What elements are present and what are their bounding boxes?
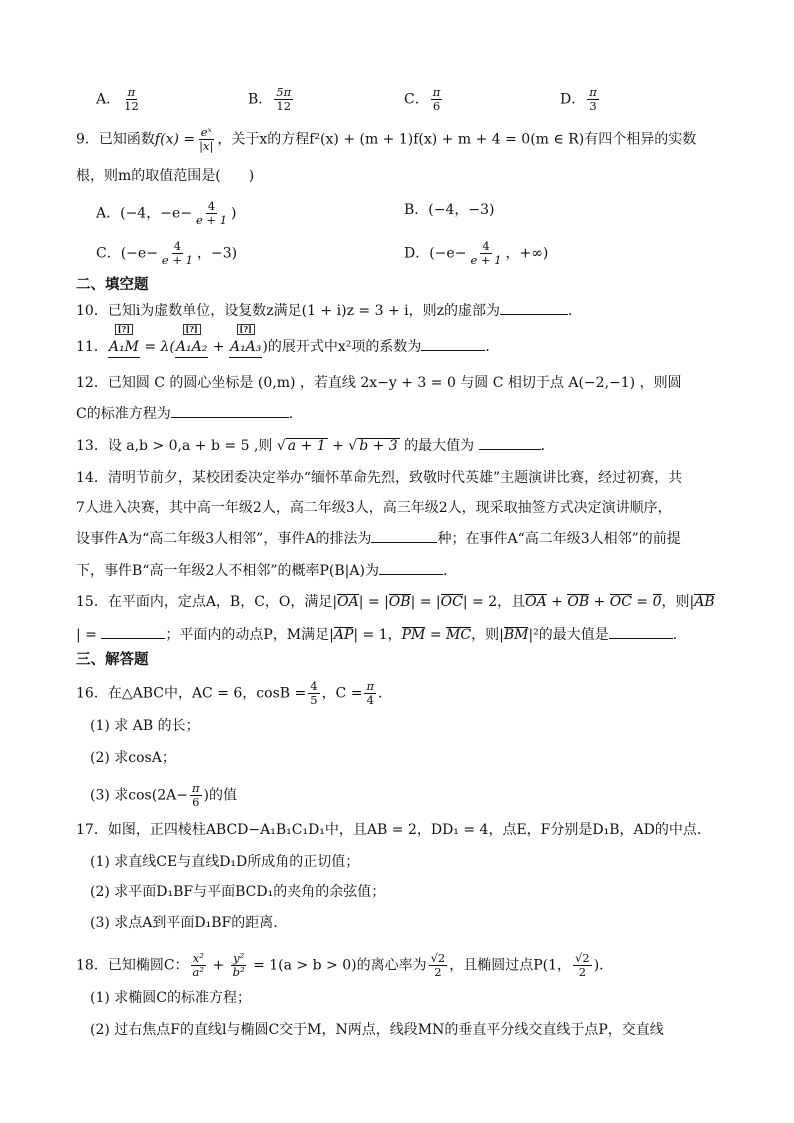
q14-answer-blank-1[interactable] [371,528,437,543]
q14-answer-blank-2[interactable] [379,560,443,575]
q12-line2: C的标准方程为 . [76,403,293,424]
q17-sub2: (2) 求平面D₁BF与平面BCD₁的夹角的余弦值； [90,884,386,900]
q13: 13．设 a,b > 0,a + b = 5 ,则 √ a + 1 + √ b + 3 的最大值为 ． [76,435,555,456]
q11-vector-a1a3: [?] A₁A₃ [229,337,262,358]
q14-line1: 14．清明节前夕，某校团委决定举办“缅怀革命先烈，致敬时代英雄”主题演讲比赛，经过初赛，共 [76,470,683,486]
q14-line4: 下，事件B“高一年级2人不相邻”的概率P(B|A)为 ． [76,560,457,581]
q11-answer-blank[interactable] [421,336,485,351]
q9-line1: 9．已知函数f(x) = $\frac{\text{eˣ}}{|x|}$ ，关于x的方程f²(x) + (m + 1)f(x) + m + 4 = 0(m ∈ R)有四个相异的实数 [76,125,697,153]
q8-option-c: C． $\frac{\pi}{6}$ [404,85,441,113]
q12-answer-blank[interactable] [171,403,289,418]
q16-sub2: (2) 求cosA； [90,750,176,766]
q11-vector-a1m: [?] A₁M [108,337,140,358]
q9-option-b: B．(−4，−3) [404,202,495,218]
section-fill-in-title: 二、填空题 [76,277,149,293]
q8-b-frac: $\frac{5\pi}{12}$ [276,85,292,113]
q18-sub2: (2) 过右焦点F的直线l与椭圆C交于M，N两点，线段MN的垂直平分线交直线于点P，交直线 [90,1022,664,1038]
q16-sub1: (1) 求 AB 的长； [90,718,200,734]
q16-sub3-frac: $\frac{\pi}{6}$ [191,781,200,809]
q11: 11． [?] A₁M = λ( [?] A₁A₂ + [?] A₁A₃)的展开式中x²项的系数为 ． [76,336,499,358]
q18-p-frac: $\frac{√2}{2}$ [575,951,590,979]
q9-line2: 根，则m的取值范围是( ) [76,168,255,184]
q9-a-frac: $\frac{4}{e + 1}$ [195,199,228,227]
q17-sub3: (3) 求点A到平面D₁BF的距离． [90,915,288,931]
q15-answer-blank-1[interactable] [101,624,165,639]
section-solutions-title: 三、解答题 [76,652,149,668]
q16-sub3: (3) 求cos(2A− $\frac{\pi}{6}$ )的值 [90,781,237,809]
q9-d-frac: $\frac{4}{e + 1}$ [470,239,502,267]
q16-stem: 16．在△ABC中，AC = 6，cosB = $\frac{4}{5}$ ，C = $\frac{\pi}{4}$ . [76,679,383,707]
q9-option-a: A．(−4，−e− $\frac{4}{e + 1}$ ) [96,199,237,227]
broken-image-icon: [?] [115,324,133,335]
q9-option-d: D．(−e− $\frac{4}{e + 1}$ ，+∞) [404,239,549,267]
q8-option-a: A． $\frac{\pi}{12}$ [96,85,139,113]
broken-image-icon: [?] [183,324,201,335]
q12-line1: 12．已知圆 C 的圆心坐标是 (0,m) ，若直线 2x−y + 3 = 0 与圆 C 相切于点 A(−2,−1) ，则圆 [76,375,682,391]
q8-option-b: B． $\frac{5\pi}{12}$ [248,85,292,113]
q9-c-frac: $\frac{4}{e + 1}$ [161,239,193,267]
q11-vector-a1a2: [?] A₁A₂ [175,337,208,358]
q18-x-frac: $\frac{\text{x²}}{\text{a²}}$ [192,951,204,979]
q18-y-frac: $\frac{\text{y²}}{\text{b²}}$ [232,951,245,979]
q18-stem: 18．已知椭圆C： $\frac{\text{x²}}{\text{a²}}$ + $\frac{\text{y²}}{\text{b²}}$ = 1(a > b > 0)的离心率为 $\frac{√2}{2}$ ，且椭圆过点P(1， $\frac{√2}{2}$ )． [76,951,614,979]
q17-stem: 17．如图，正四棱柱ABCD−A₁B₁C₁D₁中，且AB = 2，DD₁ = 4，点E，F分别是D₁B，AD的中点． [76,822,711,838]
q15-line2: | = ；平面内的动点P，M满足|AP| = 1，PM = MC，则|BM|²的最大值是 ． [76,624,687,645]
q15-answer-blank-2[interactable] [609,624,673,639]
q14-line3: 设事件A为“高二年级3人相邻”，事件A的排法为 种；在事件A“高二年级3人相邻”的前提 [76,528,681,549]
q9-option-c: C．(−e− $\frac{4}{e + 1}$ ，−3) [96,239,238,267]
broken-image-icon: [?] [237,324,255,335]
q16-c-frac: $\frac{\pi}{4}$ [366,679,375,707]
q18-sub1: (1) 求椭圆C的标准方程； [90,990,251,1006]
q10: 10．已知i为虚数单位，设复数z满足(1 + i)z = 3 + i，则z的虚部为 ． [76,300,582,321]
q17-sub1: (1) 求直线CE与直线D₁D所成角的正切值； [90,854,360,870]
q8-option-d: D． $\frac{\pi}{3}$ [560,85,597,113]
q8-d-frac: $\frac{\pi}{3}$ [589,85,597,113]
q16-cosb-frac: $\frac{4}{5}$ [310,679,318,707]
q10-answer-blank[interactable] [500,300,568,315]
q9-f-frac: $\frac{\text{eˣ}}{|x|}$ [199,125,214,153]
q13-answer-blank[interactable] [479,435,541,450]
q8-c-frac: $\frac{\pi}{6}$ [432,85,441,113]
q8-a-frac: $\frac{\pi}{12}$ [124,85,139,113]
q18-e-frac: $\frac{√2}{2}$ [430,951,446,979]
q14-line2: 7人进入决赛，其中高一年级2人，高二年级3人，高三年级2人，现采取抽签方式决定演讲顺序， [76,500,672,516]
q15-line1: 15．在平面内，定点A，B，C，O，满足|OA| = |OB| = |OC| = 2，且OA + OB + OC = 0，则|AB [76,594,715,610]
